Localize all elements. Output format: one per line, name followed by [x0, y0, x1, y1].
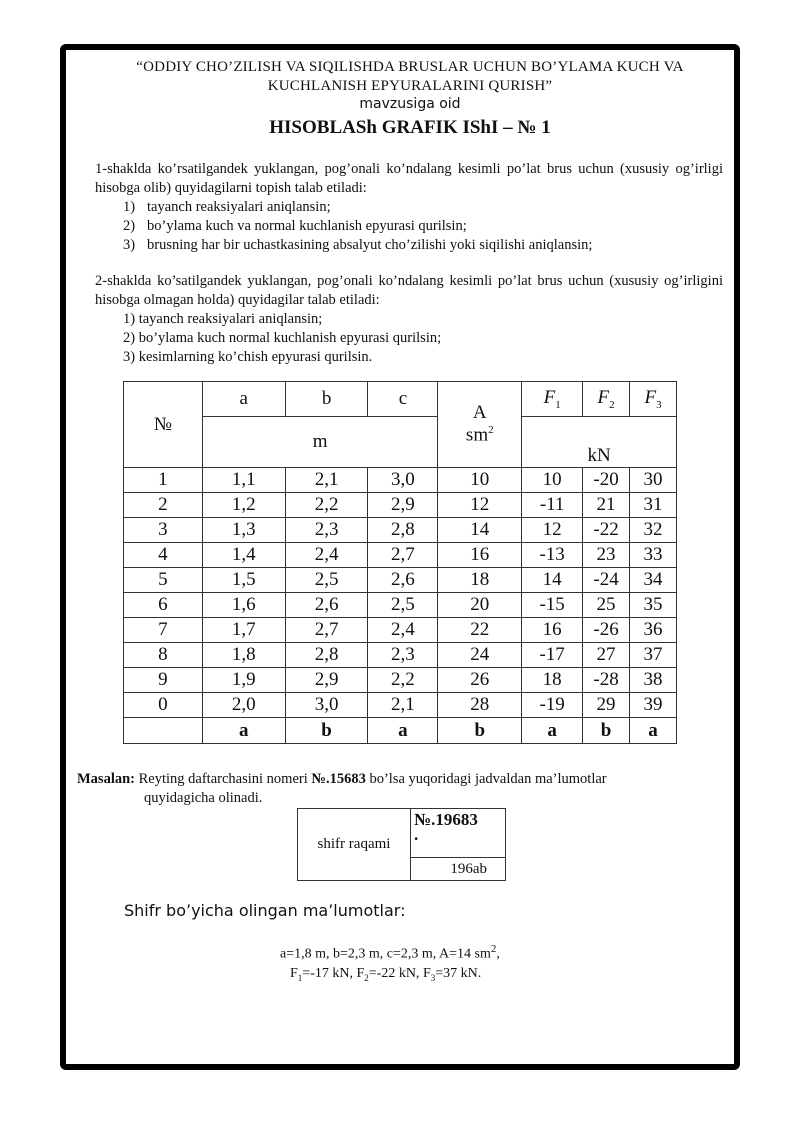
table-cell: 2,5: [285, 568, 368, 593]
table-cell: 35: [630, 593, 677, 618]
cipher-table: [297, 808, 506, 881]
task2-item: 1) tayanch reaksiyalari aniqlansin;: [123, 311, 323, 327]
header-unit-m: m: [202, 417, 438, 468]
result-values: [280, 940, 500, 987]
table-cell: 25: [583, 593, 630, 618]
cipher-code: 196ab: [411, 858, 506, 881]
header-f3: $F_3$: [630, 382, 677, 417]
header-b: b: [285, 382, 368, 417]
table-cell: 39: [630, 693, 677, 718]
task2-section: [95, 272, 723, 367]
table-cell: 2,1: [285, 468, 368, 493]
table-cell: 22: [438, 618, 522, 643]
table-cell: 2,3: [368, 643, 438, 668]
table-cell: 2,4: [368, 618, 438, 643]
table-row: [124, 693, 677, 718]
table-cell: 3: [124, 518, 203, 543]
table-cell: -28: [583, 668, 630, 693]
table-cell: 7: [124, 618, 203, 643]
task1-item: 2) bo’ylama kuch va normal kuchlanish epyurasi qurilsin;: [123, 218, 467, 234]
result-line-1: a=1,8 m, b=2,3 m, c=2,3 m, A=14 $sm^2$,: [280, 943, 500, 962]
table-cell: 26: [438, 668, 522, 693]
work-title: HISOBLASh GRAFIK IShI – № 1: [269, 117, 551, 138]
cipher-number: №.19683 .: [411, 809, 506, 858]
table-cell: 1,9: [202, 668, 285, 693]
table-cell: 1,6: [202, 593, 285, 618]
table-cell: 3,0: [285, 693, 368, 718]
table-cell: 18: [522, 668, 583, 693]
table-cell: 2,6: [285, 593, 368, 618]
table-row: [124, 618, 677, 643]
table-cell: [124, 718, 203, 744]
table-cell: 2,9: [368, 493, 438, 518]
table-cell: -11: [522, 493, 583, 518]
example-text-cont: quyidagicha olinadi.: [144, 790, 263, 806]
table-row: [124, 468, 677, 493]
table-cell: 2,7: [368, 543, 438, 568]
example-text: Reyting daftarchasini nomeri: [138, 771, 312, 787]
task2-intro: 2-shaklda ko’satilgandek yuklangan, pog’onali ko’ndalang kesimli po’lat brus uchun (xususiy og’irligini hisobga olmagan holda) quyidagilar talab etiladi:: [95, 273, 723, 308]
table-cell: 3,0: [368, 468, 438, 493]
table-cell: 2,8: [285, 643, 368, 668]
table-cell: 33: [630, 543, 677, 568]
table-cell: 31: [630, 493, 677, 518]
table-cell: -17: [522, 643, 583, 668]
table-cell: 2,5: [368, 593, 438, 618]
header-c: c: [368, 382, 438, 417]
table-cell: 14: [522, 568, 583, 593]
result-subtitle: Shifr bo’yicha olingan ma’lumotlar:: [124, 901, 406, 920]
table-cell: 1,5: [202, 568, 285, 593]
table-cell: 1,4: [202, 543, 285, 568]
result-line-2: $F_1=-17$ kN, $F_2=-22$ kN, $F_3=37$ kN.: [290, 965, 482, 983]
table-row: [124, 493, 677, 518]
header-f2: $F_2$: [583, 382, 630, 417]
table-cell: 2,0: [202, 693, 285, 718]
table-cell: 6: [124, 593, 203, 618]
topic-suffix: mavzusiga oid: [359, 96, 461, 112]
header-unit-kn: kN: [522, 417, 677, 468]
table-cell: 12: [438, 493, 522, 518]
table-cell: 2,2: [285, 493, 368, 518]
table-cell: 28: [438, 693, 522, 718]
table-cell: 2,9: [285, 668, 368, 693]
table-cell: 2: [124, 493, 203, 518]
table-row: [124, 568, 677, 593]
table-cell: 18: [438, 568, 522, 593]
header-a: a: [202, 382, 285, 417]
table-cell: 2,1: [368, 693, 438, 718]
table-cell: 9: [124, 668, 203, 693]
table-cell: 1,3: [202, 518, 285, 543]
table-cell: 27: [583, 643, 630, 668]
table-row: [124, 543, 677, 568]
table-cell: a: [202, 718, 285, 744]
table-cell: 8: [124, 643, 203, 668]
example-section: Masalan: Reyting daftarchasini nomeri №.15683 bo’lsa yuqoridagi jadvaldan ma’lumotlar quyidagicha olinadi.: [77, 770, 707, 808]
example-label: Masalan:: [77, 771, 135, 787]
task2-list: [95, 310, 723, 367]
table-cell: 1,2: [202, 493, 285, 518]
task1-list: [95, 198, 723, 255]
table-row: [124, 643, 677, 668]
table-row: [124, 593, 677, 618]
table-cell: 10: [438, 468, 522, 493]
table-cell: 30: [630, 468, 677, 493]
table-cell: b: [583, 718, 630, 744]
table-cell: 36: [630, 618, 677, 643]
table-cell: 29: [583, 693, 630, 718]
table-cell: 1,7: [202, 618, 285, 643]
table-footer-row: [124, 718, 677, 744]
table-cell: 2,3: [285, 518, 368, 543]
table-cell: -13: [522, 543, 583, 568]
table-cell: 23: [583, 543, 630, 568]
table-cell: 2,4: [285, 543, 368, 568]
table-cell: 14: [438, 518, 522, 543]
cipher-label: shifr raqami: [298, 809, 411, 881]
task1-section: [95, 160, 723, 255]
table-cell: 24: [438, 643, 522, 668]
table-cell: -24: [583, 568, 630, 593]
header-area: A $sm^2$: [438, 382, 522, 468]
table-cell: a: [630, 718, 677, 744]
table-cell: 4: [124, 543, 203, 568]
table-cell: 0: [124, 693, 203, 718]
table-cell: 2,6: [368, 568, 438, 593]
header-f1: $F_1$: [522, 382, 583, 417]
table-row: [124, 518, 677, 543]
table-cell: a: [522, 718, 583, 744]
table-cell: 34: [630, 568, 677, 593]
table-cell: 21: [583, 493, 630, 518]
table-cell: 38: [630, 668, 677, 693]
task1-item: 3) brusning har bir uchastkasining absalyut cho’zilishi yoki siqilishi aniqlansin;: [123, 237, 593, 253]
table-row: [124, 668, 677, 693]
table-cell: 2,8: [368, 518, 438, 543]
table-cell: 16: [438, 543, 522, 568]
variants-table: [123, 381, 677, 744]
table-cell: 1: [124, 468, 203, 493]
example-number: №.15683: [311, 771, 366, 787]
table-cell: 32: [630, 518, 677, 543]
table-cell: 5: [124, 568, 203, 593]
table-body: [124, 468, 677, 718]
header-number: №: [124, 382, 203, 468]
table-cell: 10: [522, 468, 583, 493]
table-cell: 1,1: [202, 468, 285, 493]
table-cell: a: [368, 718, 438, 744]
table-cell: b: [438, 718, 522, 744]
table-cell: -15: [522, 593, 583, 618]
table-cell: 37: [630, 643, 677, 668]
table-cell: 12: [522, 518, 583, 543]
table-cell: -22: [583, 518, 630, 543]
task1-intro: 1-shaklda ko’rsatilgandek yuklangan, pog’onali ko’ndalang kesimli po’lat brus uchun (xususiy og’irligi hisobga olib) quyidagilarni topish talab etiladi:: [95, 161, 723, 196]
table-cell: -19: [522, 693, 583, 718]
table-cell: 2,2: [368, 668, 438, 693]
table-cell: 1,8: [202, 643, 285, 668]
table-cell: 2,7: [285, 618, 368, 643]
topic-title: “ODDIY CHO’ZILISH VA SIQILISHDA BRUSLAR UCHUN BO’YLAMA KUCH VA KUCHLANISH EPYURALARINI QURISH”: [136, 59, 684, 94]
table-cell: -20: [583, 468, 630, 493]
task2-item: 2) bo’ylama kuch normal kuchlanish epyurasi qurilsin;: [123, 330, 442, 346]
table-cell: 16: [522, 618, 583, 643]
table-cell: 20: [438, 593, 522, 618]
task1-item: 1) tayanch reaksiyalari aniqlansin;: [123, 199, 331, 215]
table-cell: b: [285, 718, 368, 744]
table-cell: -26: [583, 618, 630, 643]
task2-item: 3) kesimlarning ko’chish epyurasi qurilsin.: [123, 349, 373, 365]
